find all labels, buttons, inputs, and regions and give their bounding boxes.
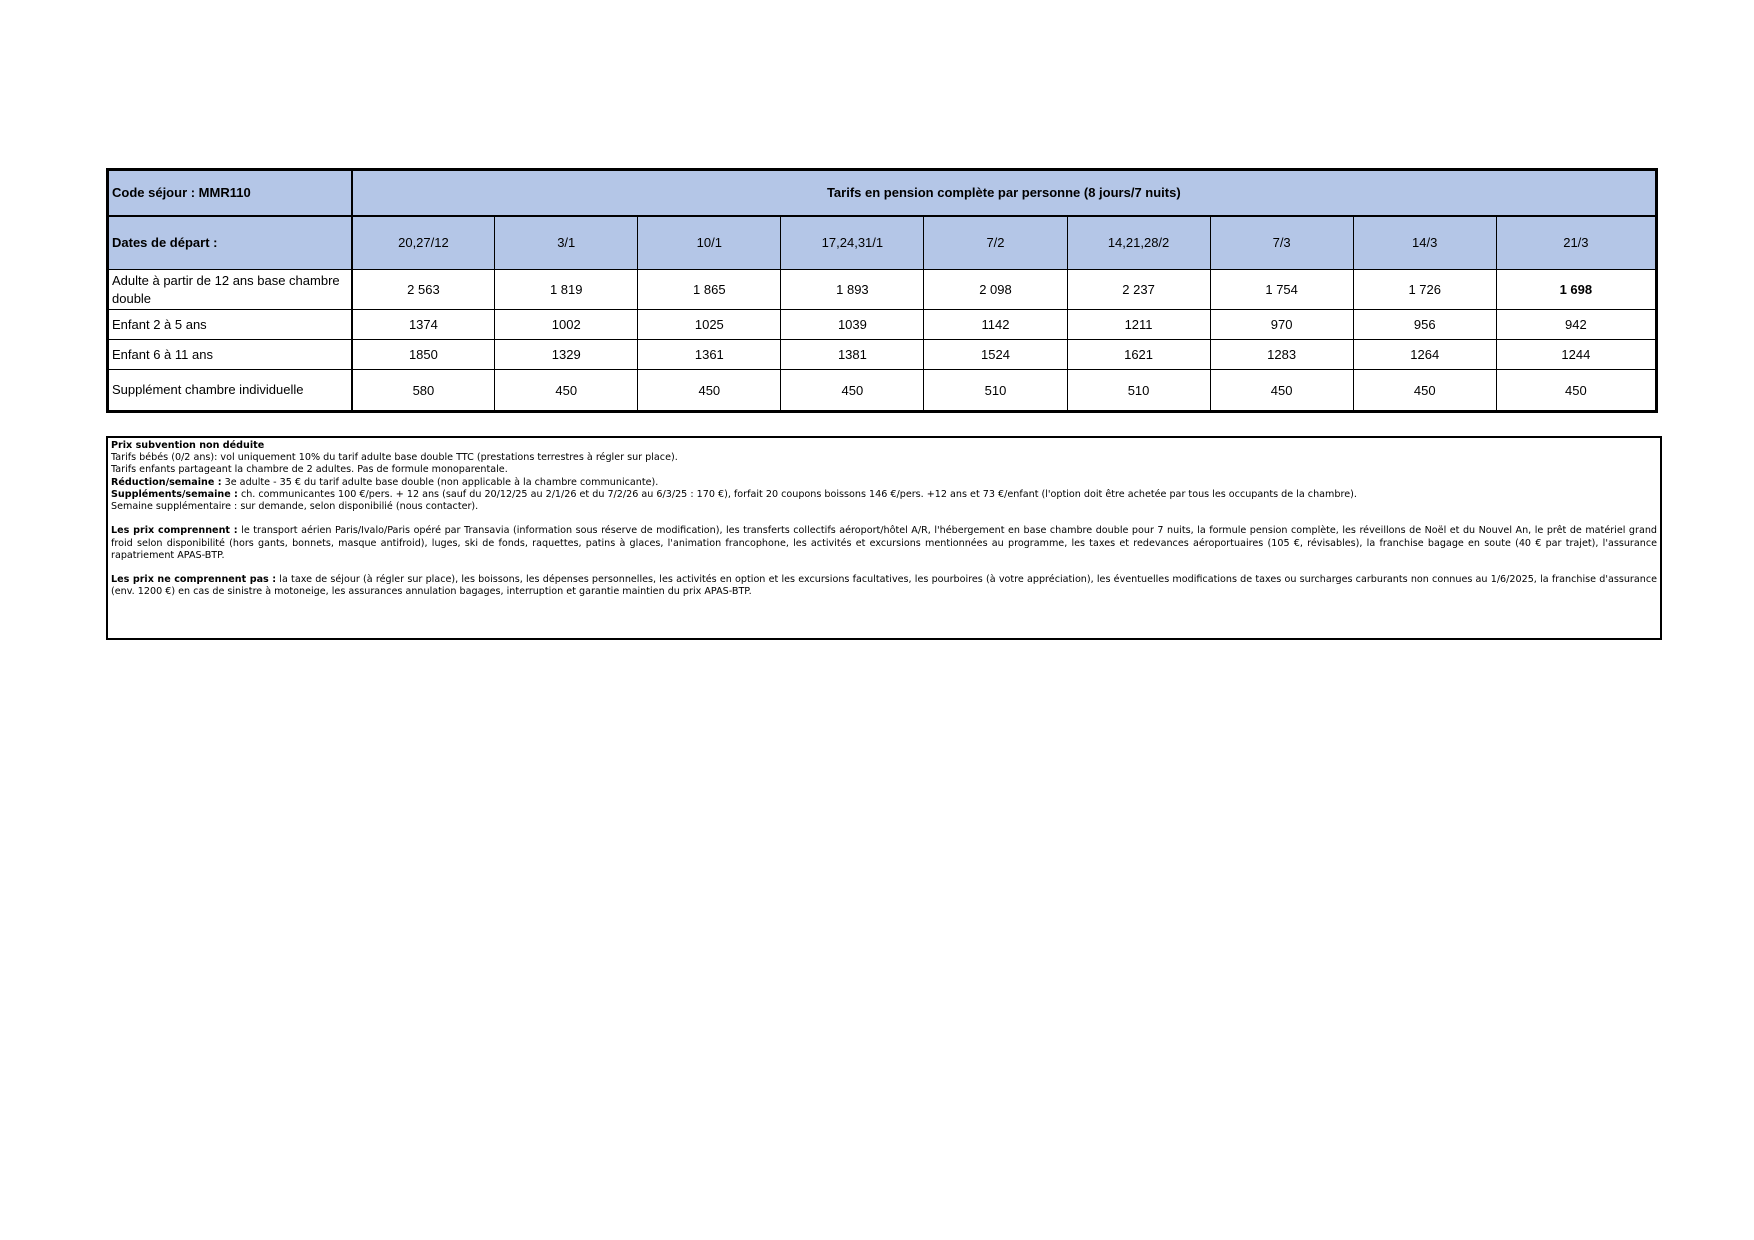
price-cell: 1039 [781,310,924,340]
price-cell: 970 [1210,310,1353,340]
price-cell: 1329 [495,340,638,370]
note-ne-comprennent-text: la taxe de séjour (à régler sur place), les boissons, les dépenses personnelles, les activités en option et les excursions facultatives, les pourboires (à votre appréciation), les éventuelles modifications de taxes ou surcharges carburants non connues au 1/6/2025, la franchise d'assurance (env. 1200 €) en cas de sinistre à motoneige, les assurances annulation bagages, interruption et garantie maintien du prix APAS-BTP. [111,574,1657,598]
note-reduction-label: Réduction/semaine : [111,476,222,488]
note-supplements [111,489,1657,501]
dates-row [108,216,1657,270]
date-cell: 17,24,31/1 [781,216,924,270]
date-cell: 7/2 [924,216,1067,270]
price-cell: 450 [495,370,638,412]
price-cell: 942 [1496,310,1656,340]
price-cell: 1142 [924,310,1067,340]
price-cell: 1381 [781,340,924,370]
price-cell: 1374 [352,310,495,340]
date-cell: 20,27/12 [352,216,495,270]
note-reduction [111,477,1657,489]
date-cell: 14,21,28/2 [1067,216,1210,270]
price-cell: 510 [924,370,1067,412]
price-cell: 1025 [638,310,781,340]
price-cell: 450 [1353,370,1496,412]
note-reduction-text: 3e adulte - 35 € du tarif adulte base double (non applicable à la chambre communicante). [221,476,659,488]
price-cell: 580 [352,370,495,412]
price-cell: 1264 [1353,340,1496,370]
price-cell: 1621 [1067,340,1210,370]
price-cell: 1 819 [495,270,638,310]
row-label: Adulte à partir de 12 ans base chambre double [108,270,352,310]
row-label: Enfant 6 à 11 ans [108,340,352,370]
price-cell: 450 [1496,370,1656,412]
note-subvention-text: Prix subvention non déduite [111,440,265,451]
price-cell: 1361 [638,340,781,370]
note-supplements-text: ch. communicantes 100 €/pers. + 12 ans (sauf du 20/12/25 au 2/1/26 et du 7/2/26 au 6/3/25 : 170 €), forfait 20 coupons boissons 146 €/pers. +12 ans et 73 €/enfant (l'option doit être achetée par tous les occupants de la chambre). [237,488,1357,500]
price-cell: 1 698 [1496,270,1656,310]
price-cell: 1 893 [781,270,924,310]
price-cell: 1 726 [1353,270,1496,310]
table-row [108,370,1657,412]
dates-label: Dates de départ : [108,216,352,270]
table-title: Tarifs en pension complète par personne (8 jours/7 nuits) [352,170,1657,216]
price-cell: 1283 [1210,340,1353,370]
note-ne-comprennent [111,574,1657,598]
note-comprennent-label: Les prix comprennent : [111,525,238,537]
price-cell: 450 [781,370,924,412]
note-bebes: Tarifs bébés (0/2 ans): vol uniquement 10% du tarif adulte base double TTC (prestations terrestres à régler sur place). [111,452,678,464]
table-title-row [108,170,1657,216]
row-label: Enfant 2 à 5 ans [108,310,352,340]
price-table [106,168,1658,413]
table-row [108,310,1657,340]
note-enfants: Tarifs enfants partageant la chambre de 2 adultes. Pas de formule monoparentale. [111,464,508,476]
price-cell: 1524 [924,340,1067,370]
conditions-notes [106,436,1662,640]
price-cell: 1244 [1496,340,1656,370]
price-cell: 2 237 [1067,270,1210,310]
price-cell: 956 [1353,310,1496,340]
date-cell: 21/3 [1496,216,1656,270]
table-row [108,270,1657,310]
date-cell: 3/1 [495,216,638,270]
price-cell: 1211 [1067,310,1210,340]
row-label: Supplément chambre individuelle [108,370,352,412]
date-cell: 14/3 [1353,216,1496,270]
note-comprennent [111,525,1657,562]
price-cell: 2 563 [352,270,495,310]
note-semaine-sup: Semaine supplémentaire : sur demande, selon disponibilié (nous contacter). [111,501,479,513]
note-comprennent-text: le transport aérien Paris/Ivalo/Paris opéré par Transavia (information sous réserve de modification), les transferts collectifs aéroport/hôtel A/R, l'hébergement en base chambre double pour 7 nuits, la formule pension complète, les réveillons de Noël et du Nouvel An, le prêt de matériel grand froid selon disponibilité (hors gants, bonnets, masque antifroid), luges, ski de fonds, raquettes, patins à glaces, l'animation francophone, les activités et excursions mentionnées au programme, les taxes et redevances aéroportuaires (105 €, révisables), la franchise bagage en soute (40 € par trajet), l'assurance rapatriement APAS-BTP. [111,525,1657,561]
price-cell: 450 [638,370,781,412]
date-cell: 7/3 [1210,216,1353,270]
note-subvention [111,440,1657,452]
price-cell: 1002 [495,310,638,340]
note-supplements-label: Suppléments/semaine : [111,488,238,500]
note-ne-comprennent-label: Les prix ne comprennent pas : [111,574,277,586]
price-cell: 1850 [352,340,495,370]
table-row [108,340,1657,370]
code-sejour-label: Code séjour : MMR110 [108,170,352,216]
price-cell: 1 754 [1210,270,1353,310]
price-cell: 510 [1067,370,1210,412]
price-cell: 450 [1210,370,1353,412]
price-cell: 2 098 [924,270,1067,310]
price-cell: 1 865 [638,270,781,310]
date-cell: 10/1 [638,216,781,270]
